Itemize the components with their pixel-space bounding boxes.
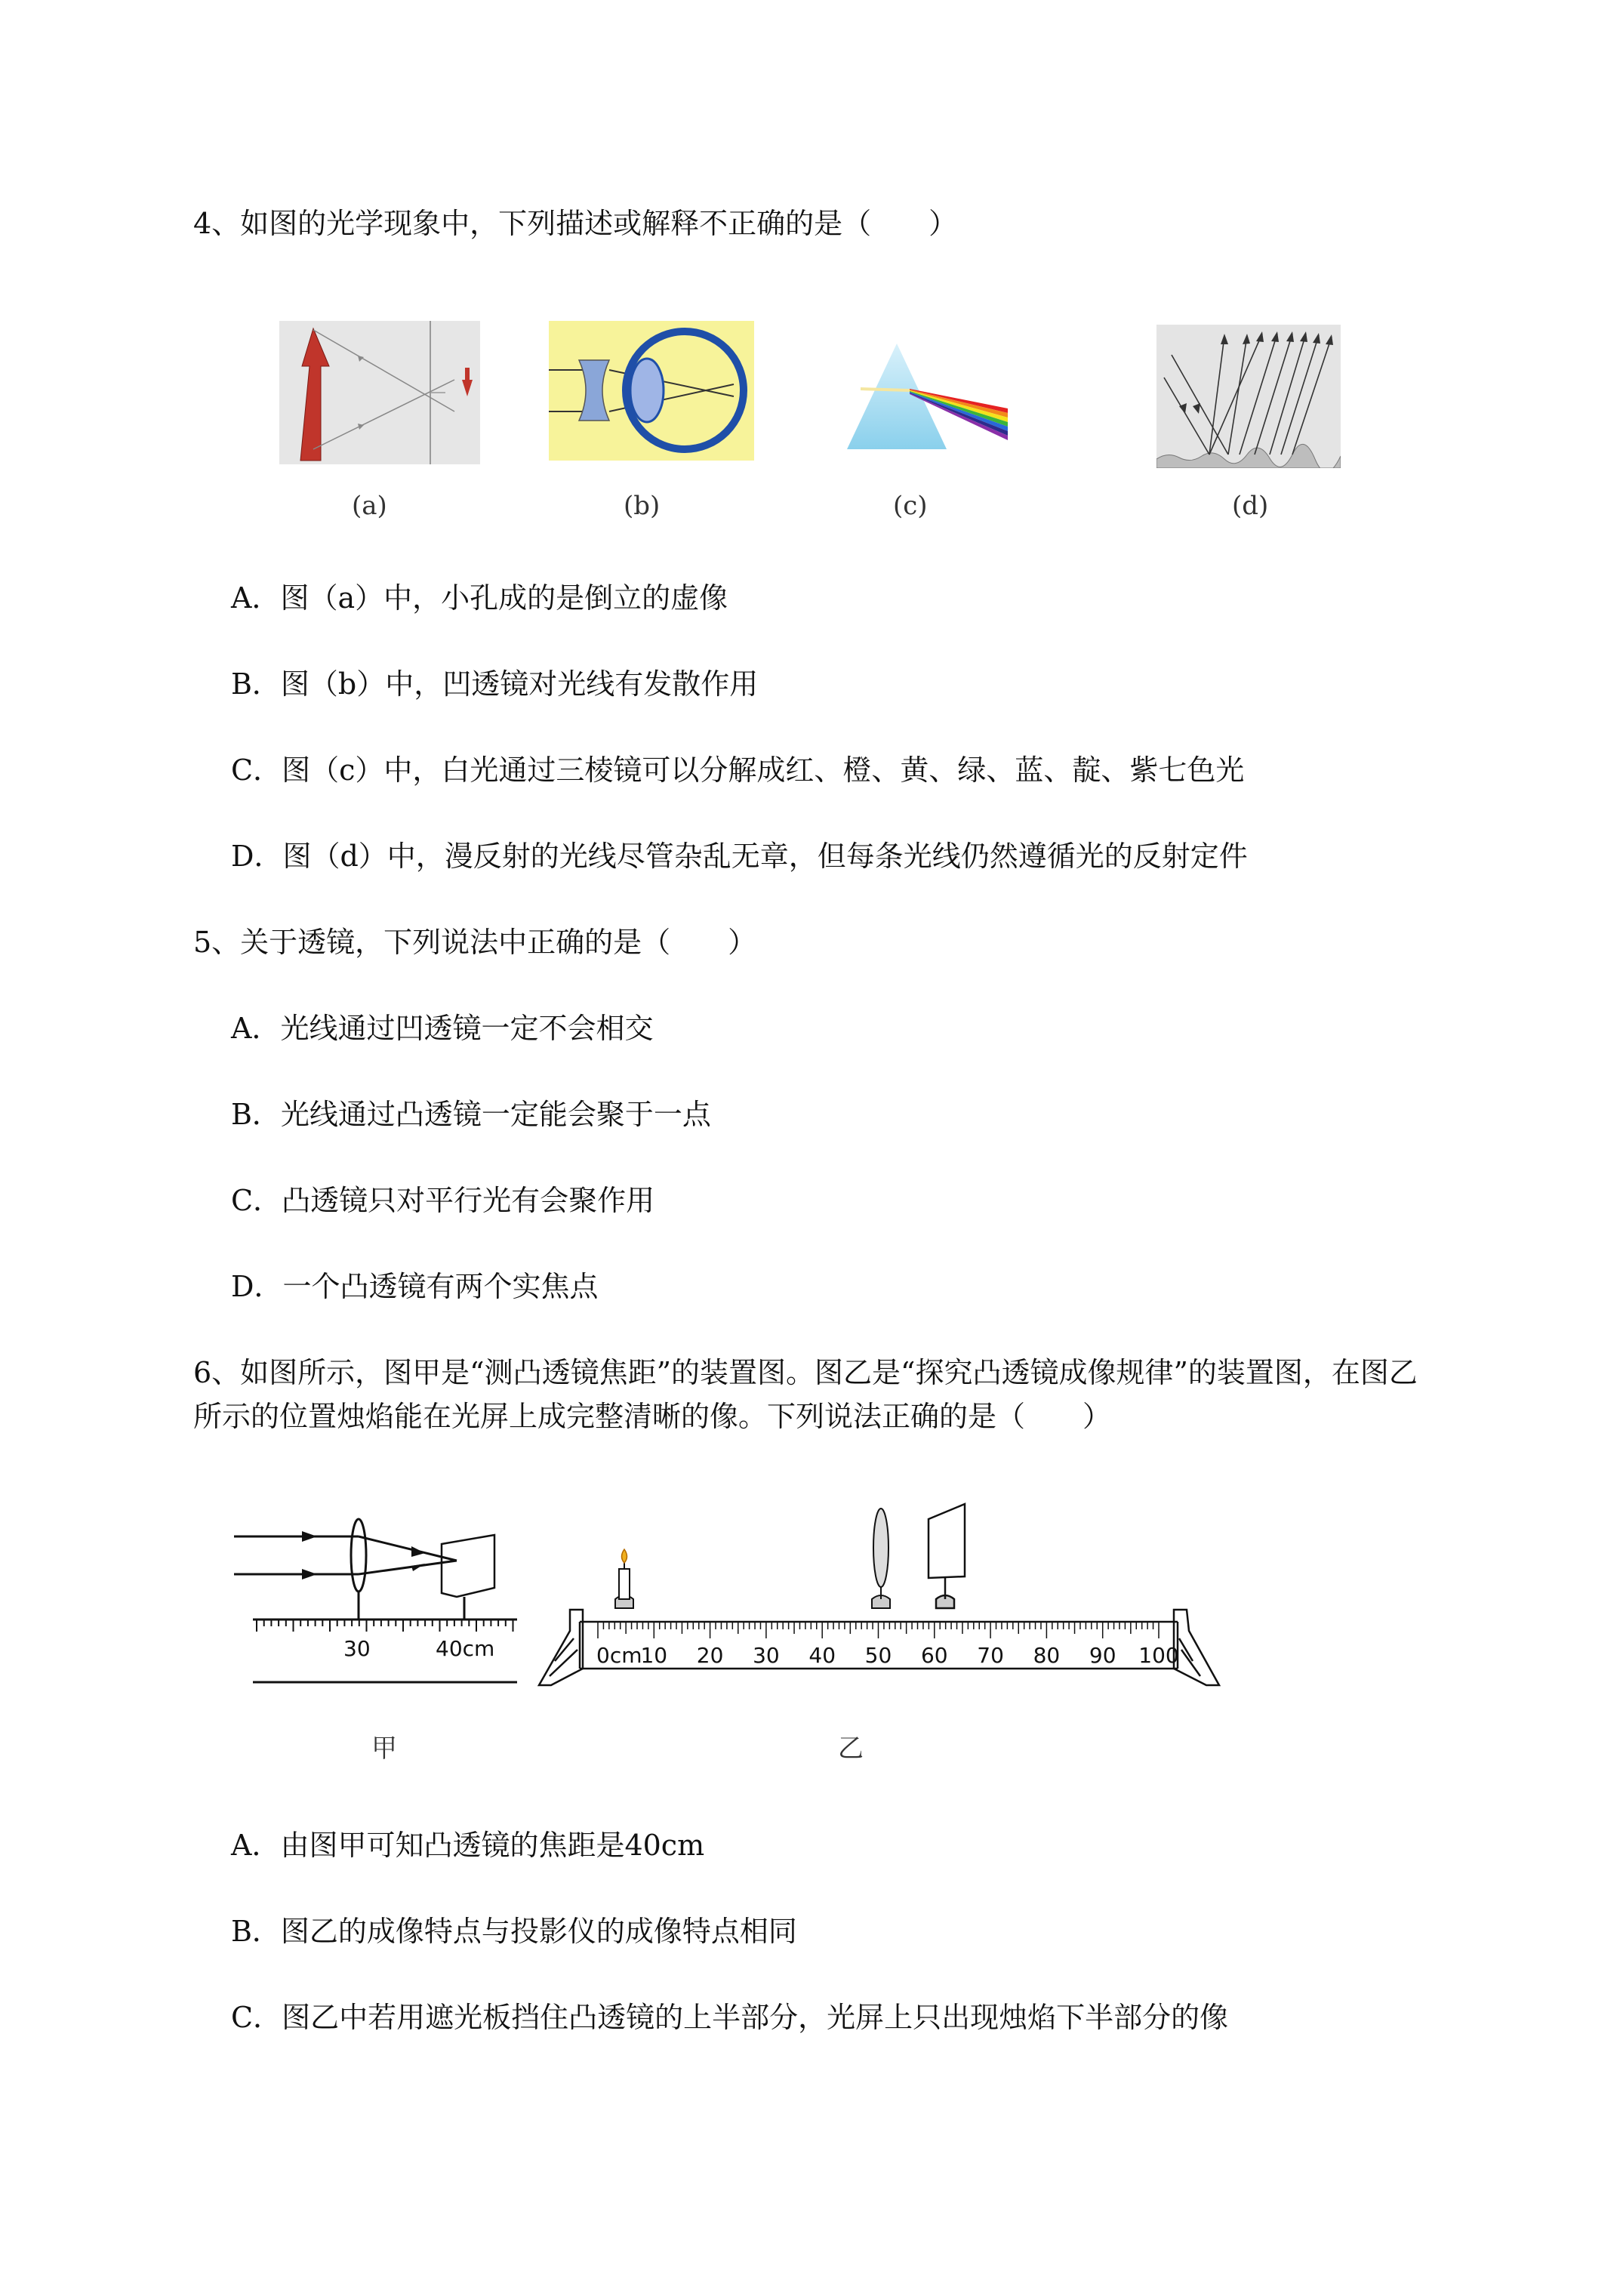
yi-tick-label: 70 [977, 1643, 1004, 1668]
yi-tick-label: 100 [1138, 1643, 1179, 1668]
figure-c-prism [845, 344, 1012, 453]
q4-option-d: D．图（d）中，漫反射的光线尽管杂乱无章，但每条光线仍然遵循光的反射定件 [231, 840, 1248, 873]
yi-tick-label: 10 [640, 1643, 668, 1668]
caption-c: (c) [893, 491, 928, 521]
figure-yi-optical-bench [528, 1487, 1230, 1691]
q6-stem-line2: 所示的位置烛焰能在光屏上成完整清晰的像。下列说法正确的是（ ） [193, 1400, 1112, 1433]
q4-stem: 4、如图的光学现象中，下列描述或解释不正确的是（ ） [193, 207, 958, 240]
yi-tick-label: 80 [1033, 1643, 1061, 1668]
q4-option-a: A．图（a）中，小孔成的是倒立的虚像 [231, 581, 728, 615]
q6-option-a: A．由图甲可知凸透镜的焦距是40cm [231, 1829, 705, 1862]
q5-stem: 5、关于透镜，下列说法中正确的是（ ） [193, 926, 757, 959]
q6-stem-line1: 6、如图所示，图甲是“测凸透镜焦距”的装置图。图乙是“探究凸透镜成像规律”的装置图，在图乙 [193, 1356, 1418, 1389]
q5-option-b: B．光线通过凸透镜一定能会聚于一点 [231, 1098, 711, 1131]
q6-option-c: C．图乙中若用遮光板挡住凸透镜的上半部分，光屏上只出现烛焰下半部分的像 [231, 2001, 1229, 2034]
yi-tick-label: 30 [753, 1643, 780, 1668]
q5-option-d: D．一个凸透镜有两个实焦点 [231, 1270, 599, 1303]
q5-option-a: A．光线通过凹透镜一定不会相交 [231, 1012, 654, 1045]
yi-tick-label: 40 [808, 1643, 836, 1668]
fig-jia-label: 甲 [371, 1734, 397, 1764]
figure-jia-focal-length [230, 1499, 532, 1703]
figure-b-concave-lens-eye [549, 321, 754, 461]
q4-option-c: C．图（c）中，白光通过三棱镜可以分解成红、橙、黄、绿、蓝、靛、紫七色光 [231, 754, 1245, 787]
q4-option-b: B．图（b）中，凹透镜对光线有发散作用 [231, 667, 759, 701]
yi-tick-label: 50 [864, 1643, 892, 1668]
q5-option-c: C．凸透镜只对平行光有会聚作用 [231, 1184, 655, 1217]
figure-a-pinhole [279, 321, 480, 464]
yi-tick-label: 20 [696, 1643, 724, 1668]
figure-d-diffuse-reflection [1156, 325, 1341, 468]
yi-tick-label: 60 [920, 1643, 948, 1668]
q6-option-b: B．图乙的成像特点与投影仪的成像特点相同 [231, 1915, 797, 1948]
yi-tick-label: 0cm [596, 1643, 642, 1668]
caption-a: (a) [352, 491, 387, 521]
jia-tick-40cm: 40cm [436, 1636, 495, 1661]
yi-tick-label: 90 [1089, 1643, 1116, 1668]
caption-b: (b) [624, 491, 661, 521]
jia-tick-30: 30 [343, 1636, 371, 1661]
fig-yi-label: 乙 [838, 1734, 864, 1764]
caption-d: (d) [1232, 491, 1269, 521]
